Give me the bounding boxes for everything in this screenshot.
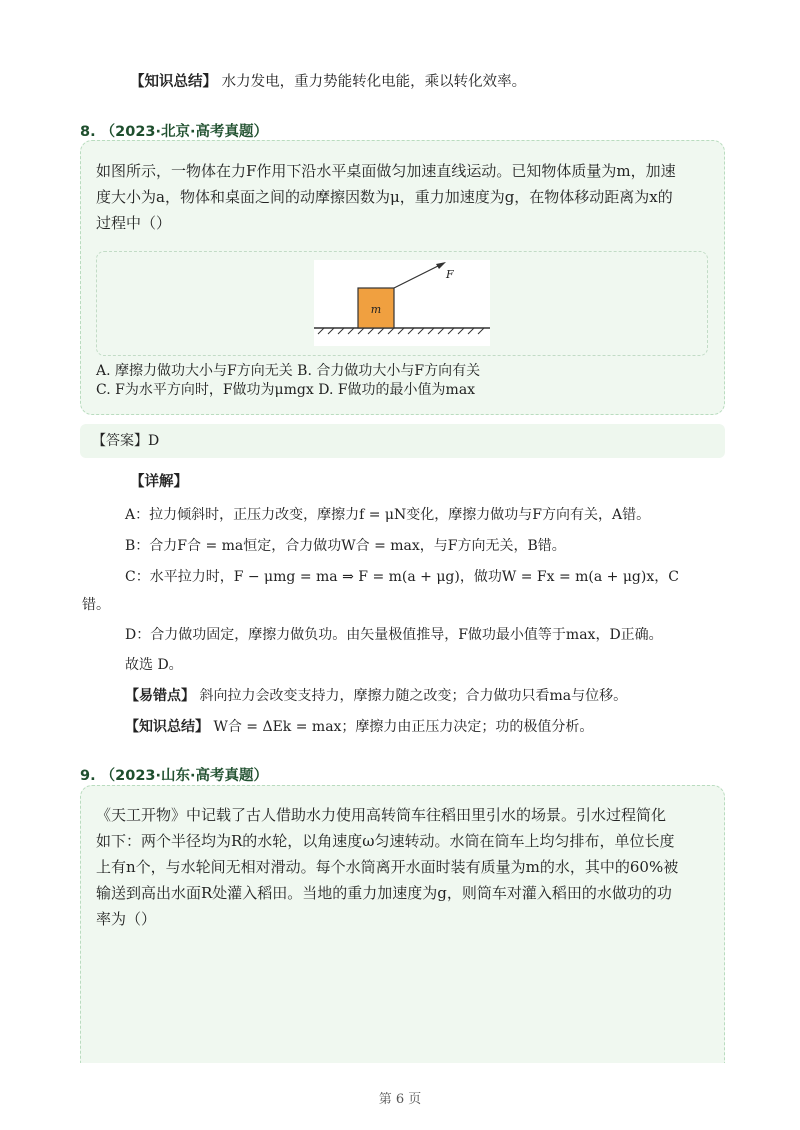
figure-background: [314, 260, 490, 346]
q8-stem-line: 过程中（）: [96, 214, 172, 232]
q9-stem-line: 《天工开物》中记载了古人借助水力使用高转筒车往稻田里引水的场景。引水过程简化: [96, 806, 667, 824]
q8-stem: [96, 158, 676, 236]
q8-error-text: 斜向拉力会改变支持力，摩擦力随之改变；合力做功只看ma与位移。: [199, 688, 628, 704]
force-label: F: [446, 268, 454, 281]
q8-explain-title: 【详解】: [130, 473, 188, 490]
q8-title: 8. （2023·北京·高考真题）: [80, 124, 269, 140]
q8-summary-text: W合 = ΔEk = max；摩擦力由正压力决定；功的极值分析。: [213, 719, 594, 735]
top-summary-label: 【知识总结】: [130, 73, 217, 90]
q8-explain-line-c-cont: 错。: [82, 597, 110, 613]
q9-question-box: [80, 785, 725, 1063]
q8-answer: 【答案】D: [92, 433, 160, 449]
q8-stem-line: 度大小为a，物体和桌面之间的动摩擦因数为μ，重力加速度为g，在物体移动距离为x的: [96, 188, 673, 206]
q8-error-point: [125, 686, 627, 706]
q8-answer-bar: [80, 424, 725, 458]
q9-stem: [96, 802, 678, 932]
q8-option-row-2: C. F为水平方向时，F做功为μmgx D. F做功的最小值为max: [96, 382, 476, 398]
block-label: m: [370, 303, 382, 316]
q8-question-box: [80, 140, 725, 415]
q8-explain-line-d: D：合力做功固定，摩擦力做负功。由矢量极值推导，F做功最小值等于max，D正确。: [125, 627, 663, 643]
q9-stem-line: 率为（）: [96, 910, 157, 928]
q8-summary: [125, 717, 593, 737]
q8-summary-label: 【知识总结】: [125, 719, 209, 735]
q8-figure-frame: [96, 251, 708, 356]
top-summary-text: 水力发电，重力势能转化电能，乘以转化效率。: [221, 74, 527, 90]
top-summary: [130, 72, 526, 92]
q8-error-label: 【易错点】: [125, 688, 195, 704]
q8-explain-conclusion: 故选 D。: [125, 657, 183, 673]
page-number: 第 6 页: [378, 1092, 422, 1107]
q9-stem-line: 上有n个，与水轮间无相对滑动。每个水筒离开水面时装有质量为m的水，其中的60%被: [96, 858, 679, 876]
q8-explain-line-c: C：水平拉力时，F − μmg = ma ⇒ F = m(a + μg)，做功W = Fx = m(a + μg)x，C: [125, 569, 679, 585]
q8-explain-line-b: B：合力F合 = ma恒定，合力做功W合 = max，与F方向无关，B错。: [125, 538, 566, 554]
q9-stem-line: 输送到高出水面R处灌入稻田。当地的重力加速度为g，则筒车对灌入稻田的水做功的功: [96, 884, 672, 902]
q9-title: 9. （2023·山东·高考真题）: [80, 768, 269, 784]
q8-stem-line: 如图所示，一物体在力F作用下沿水平桌面做匀加速直线运动。已知物体质量为m，加速: [96, 162, 676, 180]
q8-explain-line-a: A：拉力倾斜时，正压力改变，摩擦力f = μN变化，摩擦力做功与F方向有关，A错。: [125, 507, 651, 523]
q8-figure: [312, 258, 492, 348]
q8-option-row-1: A. 摩擦力做功大小与F方向无关 B. 合力做功大小与F方向有关: [96, 363, 481, 379]
q9-stem-line: 如下：两个半径均为R的水轮，以角速度ω匀速转动。水筒在筒车上均匀排布，单位长度: [96, 832, 675, 850]
